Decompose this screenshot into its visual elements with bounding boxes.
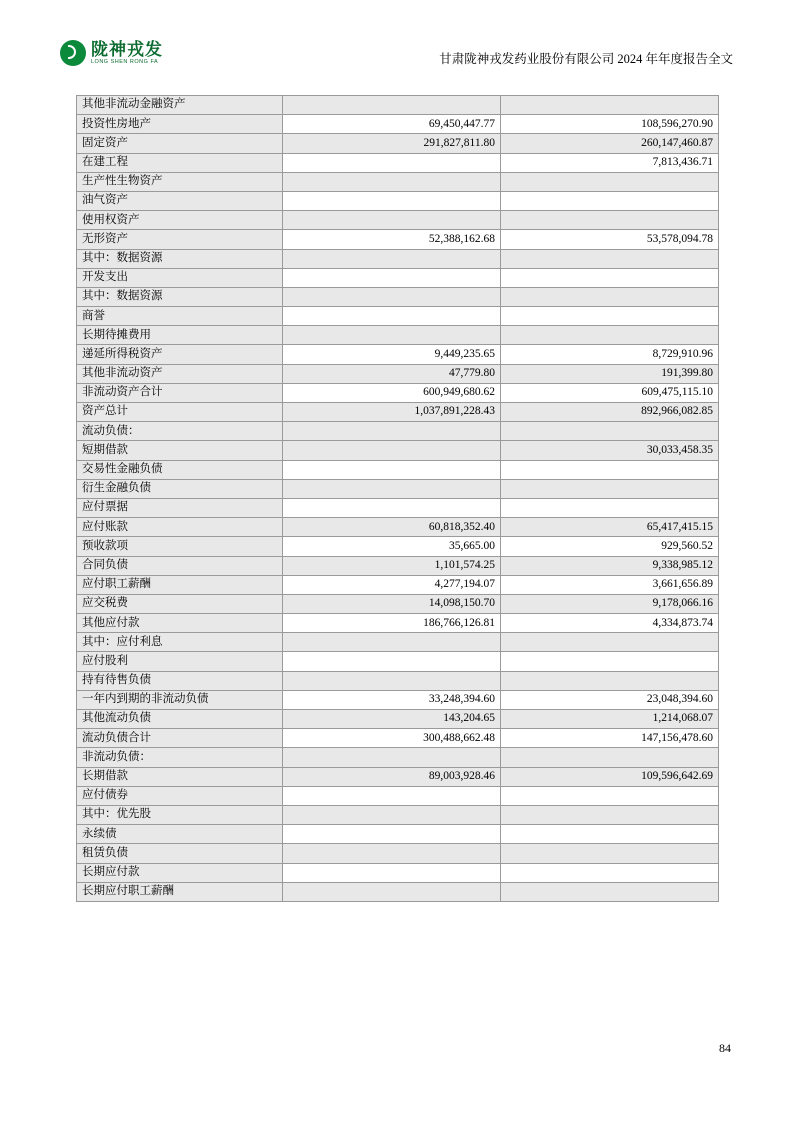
table-row (77, 498, 719, 517)
row-value-current (283, 863, 501, 882)
row-value-previous (501, 633, 719, 652)
row-value-current (283, 479, 501, 498)
table-row (77, 614, 719, 633)
table-row (77, 441, 719, 460)
table-row (77, 115, 719, 134)
table-row (77, 652, 719, 671)
row-value-current: 291,827,811.80 (283, 134, 501, 153)
row-value-current: 33,248,394.60 (283, 690, 501, 709)
table-row (77, 556, 719, 575)
row-label: 资产总计 (77, 403, 283, 422)
row-label: 短期借款 (77, 441, 283, 460)
row-label: 交易性金融负债 (77, 460, 283, 479)
row-value-previous: 609,475,115.10 (501, 383, 719, 402)
table-row (77, 805, 719, 824)
row-label: 非流动资产合计 (77, 383, 283, 402)
row-value-previous: 191,399.80 (501, 364, 719, 383)
logo-english-name: LONG SHEN RONG FA (91, 58, 159, 65)
table-row (77, 863, 719, 882)
row-value-current (283, 786, 501, 805)
row-label: 长期应付职工薪酬 (77, 882, 283, 901)
row-value-previous: 3,661,656.89 (501, 575, 719, 594)
row-label: 其他流动负债 (77, 710, 283, 729)
balance-sheet-table (76, 95, 719, 902)
row-value-current (283, 422, 501, 441)
table-row (77, 134, 719, 153)
row-label: 其中：应付利息 (77, 633, 283, 652)
row-label: 开发支出 (77, 268, 283, 287)
row-label: 固定资产 (77, 134, 283, 153)
row-value-current: 300,488,662.48 (283, 729, 501, 748)
row-value-current (283, 825, 501, 844)
row-value-previous (501, 652, 719, 671)
row-value-previous (501, 863, 719, 882)
row-label: 永续债 (77, 825, 283, 844)
table-row (77, 537, 719, 556)
logo-chinese-name: 陇神戎发 (91, 39, 163, 59)
row-value-previous: 892,966,082.85 (501, 403, 719, 422)
row-value-previous (501, 786, 719, 805)
row-value-previous: 108,596,270.90 (501, 115, 719, 134)
row-value-previous (501, 460, 719, 479)
row-label: 应付债券 (77, 786, 283, 805)
row-value-current: 60,818,352.40 (283, 518, 501, 537)
row-value-previous (501, 211, 719, 230)
row-value-previous (501, 479, 719, 498)
table-row (77, 249, 719, 268)
row-value-previous (501, 844, 719, 863)
row-value-current: 600,949,680.62 (283, 383, 501, 402)
row-label: 递延所得税资产 (77, 345, 283, 364)
row-value-previous (501, 307, 719, 326)
row-value-previous (501, 882, 719, 901)
balance-sheet-table-wrapper (76, 95, 718, 902)
row-value-current (283, 326, 501, 345)
table-row (77, 710, 719, 729)
row-value-previous (501, 326, 719, 345)
row-label: 油气资产 (77, 191, 283, 210)
row-value-current (283, 191, 501, 210)
row-label: 其他应付款 (77, 614, 283, 633)
row-label: 应付票据 (77, 498, 283, 517)
row-label: 持有待售负债 (77, 671, 283, 690)
row-value-current (283, 671, 501, 690)
row-value-current: 47,779.80 (283, 364, 501, 383)
row-value-previous (501, 748, 719, 767)
row-value-previous: 260,147,460.87 (501, 134, 719, 153)
company-logo (60, 40, 163, 66)
table-row (77, 767, 719, 786)
row-value-previous: 7,813,436.71 (501, 153, 719, 172)
logo-mark-icon (60, 40, 86, 66)
row-value-previous (501, 498, 719, 517)
row-value-current: 52,388,162.68 (283, 230, 501, 249)
table-row (77, 671, 719, 690)
row-value-previous (501, 825, 719, 844)
row-value-previous: 4,334,873.74 (501, 614, 719, 633)
row-label: 其中：优先股 (77, 805, 283, 824)
table-row (77, 172, 719, 191)
row-value-current (283, 844, 501, 863)
row-label: 应付职工薪酬 (77, 575, 283, 594)
row-value-current (283, 441, 501, 460)
row-label: 非流动负债： (77, 748, 283, 767)
row-value-current (283, 172, 501, 191)
row-value-previous (501, 249, 719, 268)
logo-text (91, 41, 163, 66)
row-value-previous: 9,338,985.12 (501, 556, 719, 575)
row-value-current (283, 460, 501, 479)
row-label: 长期应付款 (77, 863, 283, 882)
row-label: 流动负债： (77, 422, 283, 441)
table-row (77, 460, 719, 479)
table-row (77, 575, 719, 594)
row-label: 租赁负债 (77, 844, 283, 863)
row-value-previous: 65,417,415.15 (501, 518, 719, 537)
row-value-previous: 1,214,068.07 (501, 710, 719, 729)
table-row (77, 844, 719, 863)
row-value-previous: 53,578,094.78 (501, 230, 719, 249)
table-row (77, 479, 719, 498)
row-value-current: 1,037,891,228.43 (283, 403, 501, 422)
table-row (77, 230, 719, 249)
row-value-previous: 147,156,478.60 (501, 729, 719, 748)
table-row (77, 191, 719, 210)
row-label: 其他非流动金融资产 (77, 96, 283, 115)
row-value-current: 14,098,150.70 (283, 594, 501, 613)
page-number: 84 (719, 1041, 731, 1055)
row-value-current: 9,449,235.65 (283, 345, 501, 364)
row-value-current (283, 153, 501, 172)
row-value-previous (501, 96, 719, 115)
table-row (77, 403, 719, 422)
table-row (77, 518, 719, 537)
row-value-current (283, 882, 501, 901)
row-value-previous (501, 172, 719, 191)
table-row (77, 211, 719, 230)
table-row (77, 594, 719, 613)
row-label: 投资性房地产 (77, 115, 283, 134)
row-value-previous: 9,178,066.16 (501, 594, 719, 613)
row-value-current: 1,101,574.25 (283, 556, 501, 575)
row-label: 应交税费 (77, 594, 283, 613)
row-label: 长期待摊费用 (77, 326, 283, 345)
row-value-current: 35,665.00 (283, 537, 501, 556)
row-label: 流动负债合计 (77, 729, 283, 748)
row-value-current (283, 307, 501, 326)
report-title: 甘肃陇神戎发药业股份有限公司 2024 年年度报告全文 (439, 52, 733, 66)
row-value-current: 89,003,928.46 (283, 767, 501, 786)
row-value-current (283, 287, 501, 306)
row-label: 应付账款 (77, 518, 283, 537)
row-value-current: 186,766,126.81 (283, 614, 501, 633)
row-label: 其中：数据资源 (77, 287, 283, 306)
row-value-current (283, 96, 501, 115)
row-label: 商誉 (77, 307, 283, 326)
row-label: 生产性生物资产 (77, 172, 283, 191)
row-label: 合同负债 (77, 556, 283, 575)
row-value-current (283, 633, 501, 652)
row-value-previous: 23,048,394.60 (501, 690, 719, 709)
row-label: 一年内到期的非流动负债 (77, 690, 283, 709)
row-value-current (283, 498, 501, 517)
row-value-previous (501, 268, 719, 287)
row-value-previous: 8,729,910.96 (501, 345, 719, 364)
table-row (77, 729, 719, 748)
row-value-current (283, 805, 501, 824)
row-value-previous: 929,560.52 (501, 537, 719, 556)
table-row (77, 268, 719, 287)
row-value-current (283, 748, 501, 767)
table-row (77, 364, 719, 383)
table-row (77, 825, 719, 844)
row-value-current (283, 268, 501, 287)
table-row (77, 882, 719, 901)
row-value-current (283, 249, 501, 268)
row-value-previous (501, 287, 719, 306)
row-label: 其他非流动资产 (77, 364, 283, 383)
row-value-current (283, 211, 501, 230)
row-value-current: 143,204.65 (283, 710, 501, 729)
row-label: 长期借款 (77, 767, 283, 786)
table-row (77, 287, 719, 306)
row-value-current: 4,277,194.07 (283, 575, 501, 594)
row-value-previous (501, 805, 719, 824)
row-label: 应付股利 (77, 652, 283, 671)
row-value-previous: 30,033,458.35 (501, 441, 719, 460)
row-label: 预收款项 (77, 537, 283, 556)
table-row (77, 383, 719, 402)
row-value-current: 69,450,447.77 (283, 115, 501, 134)
row-label: 使用权资产 (77, 211, 283, 230)
table-row (77, 748, 719, 767)
row-label: 衍生金融负债 (77, 479, 283, 498)
table-row (77, 307, 719, 326)
table-row (77, 422, 719, 441)
row-value-previous (501, 191, 719, 210)
row-label: 在建工程 (77, 153, 283, 172)
row-label: 无形资产 (77, 230, 283, 249)
page-header (60, 40, 733, 80)
row-value-previous (501, 422, 719, 441)
table-row (77, 633, 719, 652)
table-row (77, 326, 719, 345)
table-row (77, 786, 719, 805)
row-label: 其中：数据资源 (77, 249, 283, 268)
table-row (77, 690, 719, 709)
row-value-previous (501, 671, 719, 690)
table-row (77, 96, 719, 115)
row-value-current (283, 652, 501, 671)
table-row (77, 345, 719, 364)
row-value-previous: 109,596,642.69 (501, 767, 719, 786)
table-row (77, 153, 719, 172)
